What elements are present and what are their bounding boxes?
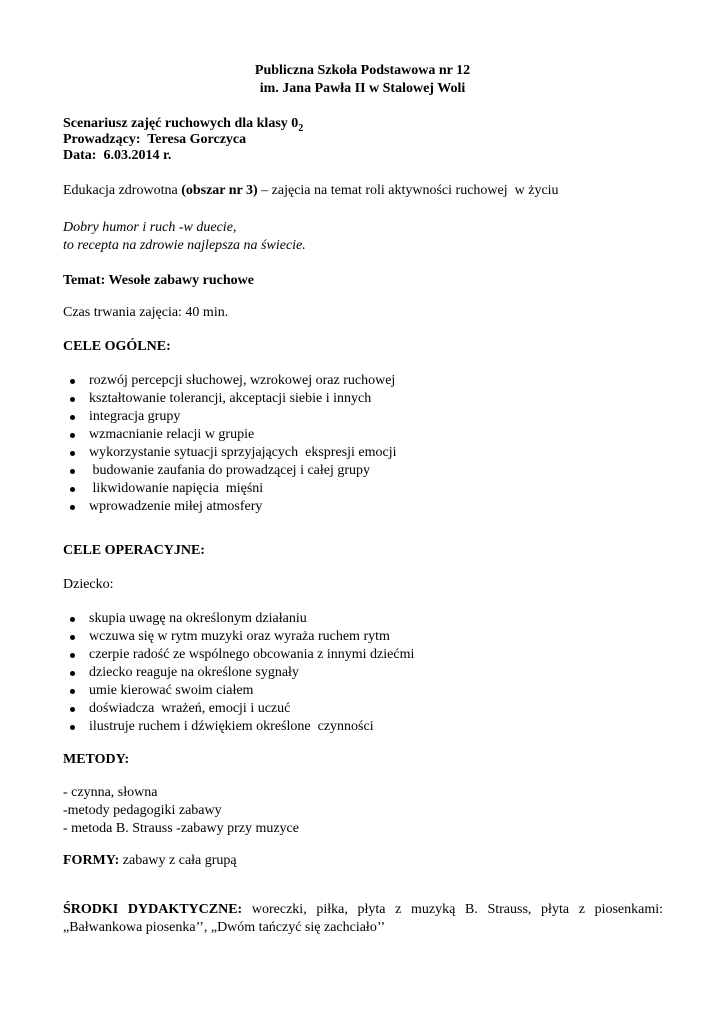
date-line: [63, 147, 171, 165]
leader-label: Prowadzący:: [63, 132, 141, 147]
motto-line-2: to recepta na zdrowie najlepsza na świecie.: [63, 238, 306, 253]
school-patron: im. Jana Pawła II w Stalowej Woli: [259, 81, 466, 96]
list-item: integracja grupy: [63, 408, 397, 426]
list-item: wykorzystanie sytuacji sprzyjających ekspresji emocji: [63, 444, 397, 462]
list-item: skupia uwagę na określonym działaniu: [63, 610, 414, 628]
methods-line-2: -metody pedagogiki zabawy: [63, 803, 222, 818]
education-prefix: Edukacja zdrowotna: [63, 183, 182, 198]
operational-goals-heading: CELE OPERACYJNE:: [63, 543, 205, 558]
motto-line-1: Dobry humor i ruch -w duecie,: [63, 220, 237, 235]
date-label: Data:: [63, 148, 97, 163]
duration: Czas trwania zajęcia: 40 min.: [63, 305, 229, 320]
class-subscript: 2: [298, 122, 304, 134]
list-item: likwidowanie napięcia mięśni: [63, 480, 397, 498]
didactic-means-value: woreczki, piłka, płyta z muzyką B. Strauss, płyta z piosenkami: „Bałwankowa piosenka’’, „Dwóm tańczyć się zachciało’’: [63, 902, 664, 935]
methods-line-1: - czynna, słowna: [63, 785, 158, 800]
topic: Temat: Wesołe zabawy ruchowe: [63, 273, 254, 288]
didactic-means: [63, 901, 663, 937]
list-item: doświadcza wrażeń, emocji i uczuć: [63, 700, 414, 718]
operational-goals-intro: Dziecko:: [63, 577, 114, 592]
school-name: Publiczna Szkoła Podstawowa nr 12: [254, 63, 471, 78]
methods-heading: METODY:: [63, 752, 130, 767]
forms-line: [63, 852, 237, 870]
operational-goals-list: [63, 610, 414, 736]
general-goals-list: [63, 372, 397, 516]
scenario-title-text: Scenariusz zajęć ruchowych dla klasy 0: [63, 116, 299, 131]
general-goals-heading: CELE OGÓLNE:: [63, 339, 171, 354]
list-item: wprowadzenie miłej atmosfery: [63, 498, 397, 516]
list-item: rozwój percepcji słuchowej, wzrokowej oraz ruchowej: [63, 372, 397, 390]
didactic-means-label: ŚRODKI DYDAKTYCZNE:: [63, 902, 243, 917]
forms-value: zabawy z cała grupą: [119, 853, 237, 868]
methods-line-3: - metoda B. Strauss -zabawy przy muzyce: [63, 821, 299, 836]
list-item: wzmacnianie relacji w grupie: [63, 426, 397, 444]
leader-name: Teresa Gorczyca: [147, 132, 247, 147]
list-item: czerpie radość ze wspólnego obcowania z innymi dziećmi: [63, 646, 414, 664]
list-item: umie kierować swoim ciałem: [63, 682, 414, 700]
forms-label: FORMY:: [63, 853, 120, 868]
date-value: 6.03.2014 r.: [103, 148, 172, 163]
list-item: wczuwa się w rytm muzyki oraz wyraża ruchem rytm: [63, 628, 414, 646]
education-suffix: – zajęcia na temat roli aktywności ruchowej w życiu: [257, 183, 559, 198]
education-line: [63, 182, 559, 200]
list-item: dziecko reaguje na określone sygnały: [63, 664, 414, 682]
list-item: ilustruje ruchem i dźwiękiem określone czynności: [63, 718, 414, 736]
list-item: budowanie zaufania do prowadzącej i całej grupy: [63, 462, 397, 480]
education-area: (obszar nr 3): [181, 183, 258, 198]
list-item: kształtowanie tolerancji, akceptacji siebie i innych: [63, 390, 397, 408]
